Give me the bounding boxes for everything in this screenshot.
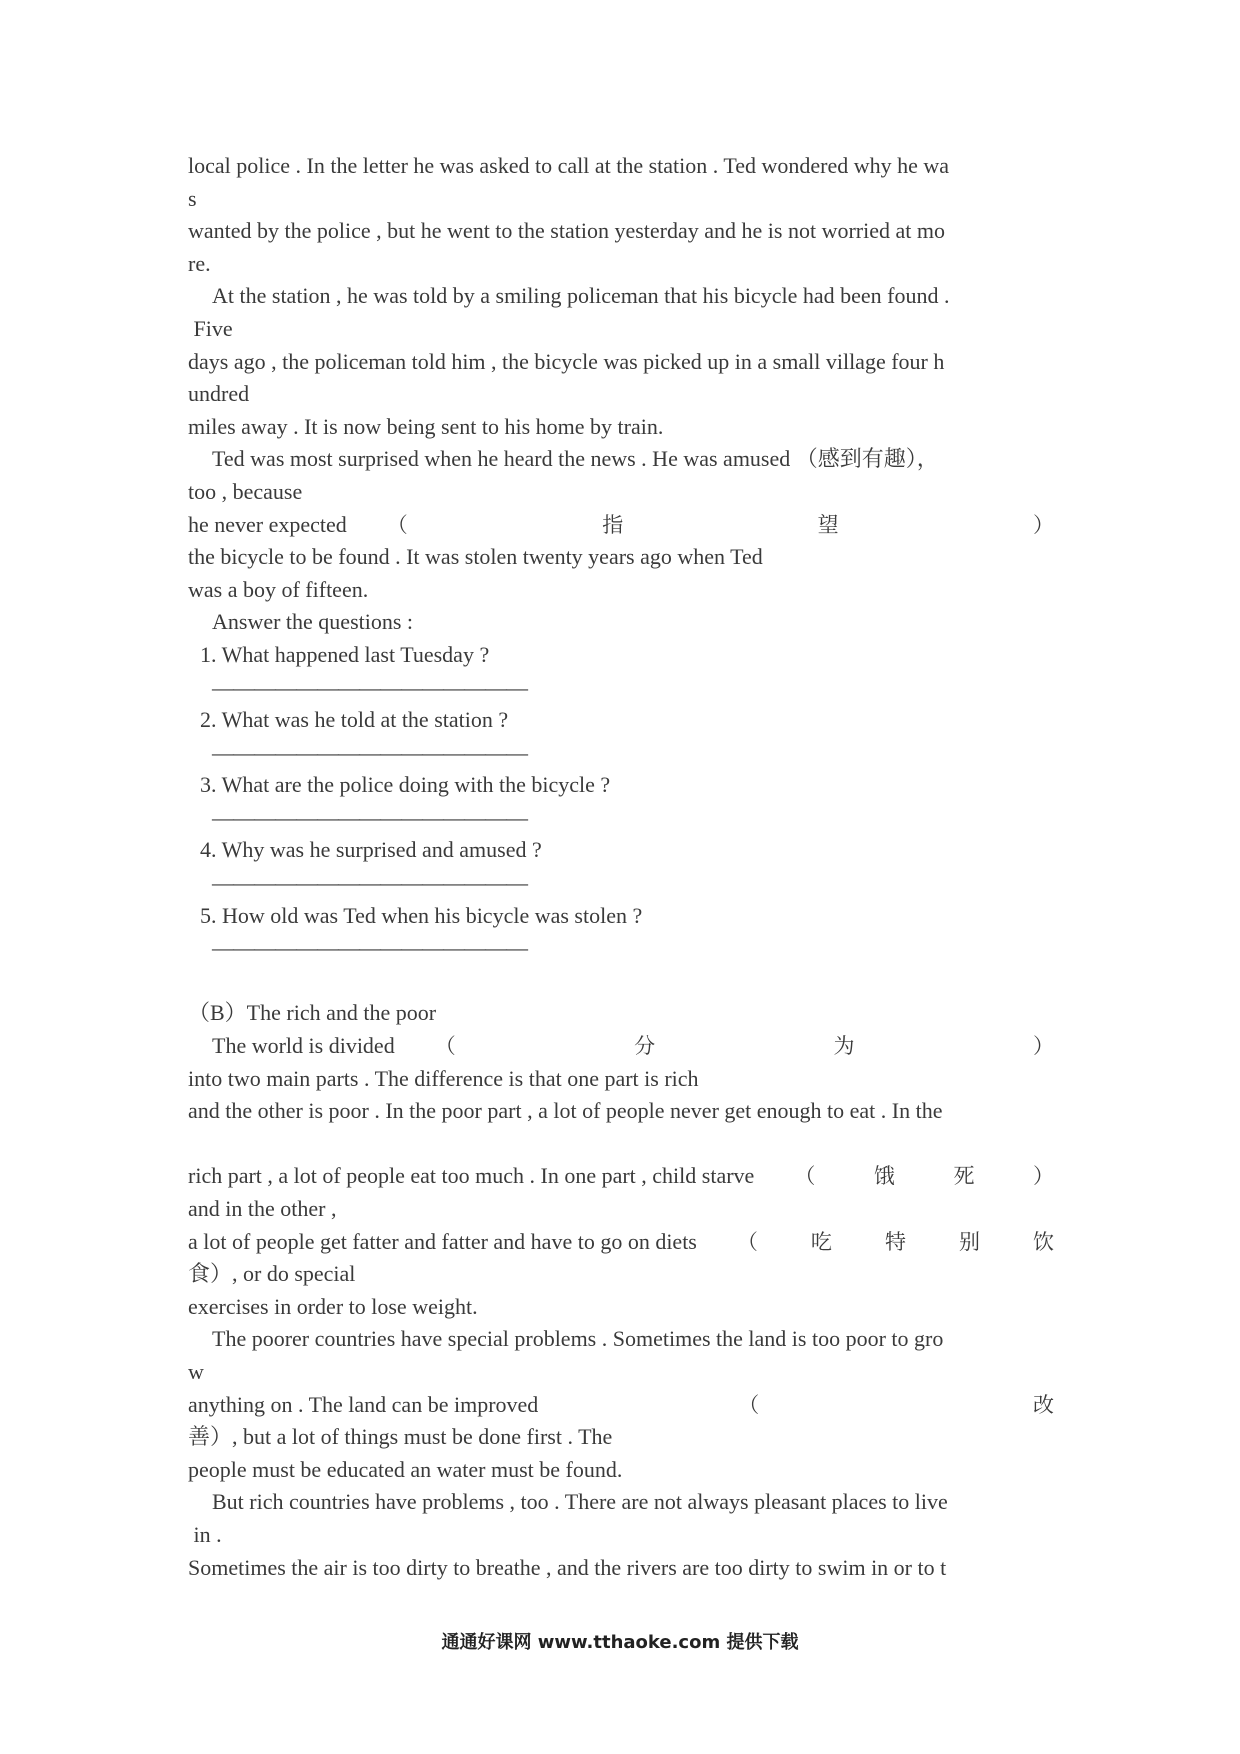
text-line: 食）, or do special bbox=[188, 1261, 356, 1287]
text-segment: anything on . The land can be improved bbox=[188, 1391, 539, 1417]
gloss-char: ） bbox=[1033, 1164, 1054, 1189]
gloss-char: 为 bbox=[833, 1034, 855, 1059]
gloss-char: 死 bbox=[953, 1164, 975, 1189]
text-segment: rich part , a lot of people eat too much . In one part , child starve bbox=[188, 1163, 755, 1189]
spacer bbox=[188, 1128, 1054, 1161]
gloss-char: 分 bbox=[634, 1034, 656, 1059]
gloss-char: 吃 bbox=[810, 1229, 832, 1254]
gloss-chars bbox=[794, 1160, 1054, 1193]
text-line: was a boy of fifteen. bbox=[188, 576, 369, 602]
text-line: into two main parts . The difference is that one part is rich bbox=[188, 1065, 699, 1091]
section-b-title: （B）The rich and the poor bbox=[188, 1000, 437, 1026]
gloss-char: 饮 bbox=[1033, 1229, 1054, 1254]
text-line: 善）, but a lot of things must be done first . The bbox=[188, 1424, 613, 1450]
page-footer: 通通好课网 www.tthaoke.com 提供下载 bbox=[441, 1632, 799, 1653]
text-segment: The world is divided bbox=[212, 1033, 395, 1059]
gloss-char: ） bbox=[1032, 1034, 1054, 1059]
question-5: 5. How old was Ted when his bicycle was stolen ? bbox=[200, 902, 643, 928]
question-4: 4. Why was he surprised and amused ? bbox=[200, 837, 542, 863]
gloss-char: （ bbox=[434, 1034, 456, 1059]
gloss-char: 饿 bbox=[873, 1164, 895, 1189]
paragraph-start: The poorer countries have special problems . Sometimes the land is too poor to gro bbox=[212, 1326, 944, 1352]
text-line: days ago , the policeman told him , the bicycle was picked up in a small village four h bbox=[188, 348, 945, 374]
text-line: wanted by the police , but he went to the station yesterday and he is not worried at mo bbox=[188, 218, 945, 244]
spacer bbox=[188, 965, 1054, 998]
answer-blank-3[interactable]: ——————————————— bbox=[212, 804, 527, 830]
text-line: Sometimes the air is too dirty to breathe , and the rivers are too dirty to swim in or to t bbox=[188, 1554, 947, 1580]
text-line-gloss bbox=[188, 1030, 1054, 1063]
text-line: exercises in order to lose weight. bbox=[188, 1293, 478, 1319]
text-line: miles away . It is now being sent to his home by train. bbox=[188, 413, 664, 439]
document-body bbox=[188, 150, 1054, 1584]
gloss-char: 特 bbox=[884, 1229, 906, 1254]
gloss-char: 改 bbox=[1033, 1392, 1054, 1417]
gloss-char: 别 bbox=[958, 1229, 980, 1254]
gloss-chars bbox=[387, 509, 1054, 542]
questions-heading: Answer the questions : bbox=[212, 609, 414, 635]
text-line: the bicycle to be found . It was stolen twenty years ago when Ted bbox=[188, 544, 763, 570]
paragraph-start: But rich countries have problems , too . There are not always pleasant places to live bbox=[212, 1489, 948, 1515]
text-line: and the other is poor . In the poor part , a lot of people never get enough to eat . In the bbox=[188, 1098, 943, 1124]
text-line-gloss bbox=[188, 1160, 1054, 1193]
text-line: local police . In the letter he was asked to call at the station . Ted wondered why he wa bbox=[188, 153, 950, 178]
gloss-char: （ bbox=[736, 1229, 758, 1254]
answer-blank-2[interactable]: ——————————————— bbox=[212, 739, 527, 765]
gloss-char: 指 bbox=[602, 512, 624, 537]
text-line: w bbox=[188, 1358, 204, 1384]
question-2: 2. What was he told at the station ? bbox=[200, 707, 509, 733]
gloss-char: （ bbox=[738, 1392, 760, 1417]
text-line-gloss bbox=[188, 1226, 1054, 1259]
answer-blank-5[interactable]: ——————————————— bbox=[212, 935, 527, 961]
text-line-gloss bbox=[188, 1389, 1054, 1422]
gloss-char: （ bbox=[794, 1164, 816, 1189]
gloss-char: （ bbox=[386, 512, 408, 537]
gloss-chars bbox=[737, 1226, 1054, 1259]
text-line-gloss bbox=[188, 509, 1054, 542]
text-line: undred bbox=[188, 381, 250, 407]
text-segment: a lot of people get fatter and fatter and have to go on diets bbox=[188, 1228, 697, 1254]
answer-blank-1[interactable]: ——————————————— bbox=[212, 674, 527, 700]
question-1: 1. What happened last Tuesday ? bbox=[200, 641, 490, 667]
text-line: too , because bbox=[188, 478, 303, 504]
text-line: and in the other , bbox=[188, 1196, 337, 1221]
gloss-chars bbox=[435, 1030, 1054, 1063]
gloss-chars bbox=[738, 1389, 1054, 1422]
gloss-char: ） bbox=[1032, 512, 1054, 537]
text-line: Five bbox=[188, 315, 233, 341]
text-line: re. bbox=[188, 250, 211, 276]
text-line: in . bbox=[188, 1521, 222, 1547]
text-line: s bbox=[188, 185, 197, 211]
paragraph-start: At the station , he was told by a smiling policeman that his bicycle had been found . bbox=[212, 283, 950, 309]
gloss-char: 望 bbox=[817, 512, 839, 537]
question-3: 3. What are the police doing with the bicycle ? bbox=[200, 772, 611, 798]
answer-blank-4[interactable]: ——————————————— bbox=[212, 870, 527, 896]
text-segment: he never expected bbox=[188, 511, 347, 537]
paragraph-start: Ted was most surprised when he heard the news . He was amused （感到有趣）， bbox=[212, 446, 939, 472]
text-line: people must be educated an water must be found. bbox=[188, 1456, 623, 1482]
